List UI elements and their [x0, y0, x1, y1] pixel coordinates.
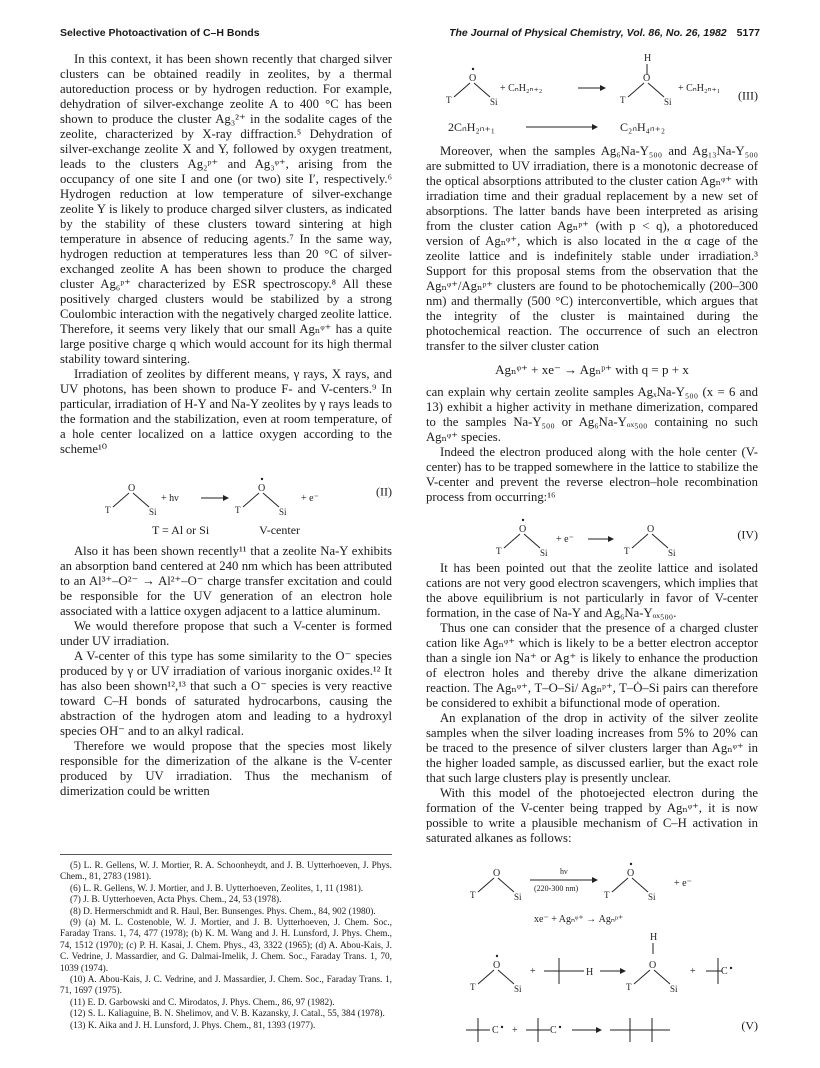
wavelength-range: (220-300 nm) — [534, 884, 579, 893]
svg-text:C: C — [550, 1025, 557, 1036]
svg-text:O: O — [643, 73, 651, 84]
svg-text:H: H — [644, 53, 652, 64]
scheme-label: (II) — [376, 484, 392, 499]
svg-text:T: T — [620, 95, 626, 105]
svg-text:H: H — [586, 967, 594, 978]
svg-text:C: C — [721, 966, 728, 977]
reactant-label: + CₙH₂ₙ₊₂ — [500, 83, 543, 94]
paragraph: Indeed the electron produced along with the hole center (V-center) has to be trapped somewhere in the lattice to stabilize the V-center and prevent the reverse electron–hole recombination process from occurring:¹⁶ — [426, 445, 758, 504]
svg-text:Si: Si — [664, 97, 672, 107]
svg-text:H: H — [650, 932, 658, 943]
product-label: + CₙH₂ₙ₊₁ — [678, 83, 721, 94]
page-number: 5177 — [736, 27, 760, 39]
svg-text:T: T — [235, 505, 241, 515]
paragraph: With this model of the photoejected electron during the formation of the V-center being trapped by Agₙᵠ⁺, it is now possible to write a plausible mechanism of C–H activation in saturated alkanes as follows: — [426, 786, 758, 845]
left-column — [60, 52, 392, 799]
paragraph: can explain why certain zeolite samples AgₓNa-Y₅₀₀ (x = 6 and 13) exhibit a higher activity in methane dimerization, compared to the samples Na-Y₅₀₀ or Ag₆Na-Yₒₓ₅₀₀ containing no such Agₙᵠ⁺ species. — [426, 385, 758, 444]
scheme-iii-structure — [442, 53, 742, 139]
svg-text:Si: Si — [648, 892, 656, 902]
legend-t: T = Al or Si — [151, 523, 210, 537]
scheme-iii — [426, 52, 758, 140]
svg-text:T: T — [470, 982, 476, 992]
reference: (13) K. Aika and J. H. Lunsford, J. Phys. Chem., 81, 1393 (1977). — [70, 1020, 316, 1031]
paragraph: Therefore we would propose that the species most likely responsible for the dimerization of the alkane is the V-center produced by UV irradiation. Thus the mechanism of dimerization could be written — [60, 739, 392, 798]
reference: (10) A. Abou-Kais, J. C. Vedrine, and J. Massardier, J. Chem. Soc., Faraday Trans. 1, 71, 1697 (1975). — [60, 975, 392, 997]
reference: (12) S. L. Kaliaguine, B. N. Shelimov, and V. B. Kazansky, J. Catal., 55, 384 (1978). — [70, 1009, 385, 1020]
journal-citation — [449, 27, 760, 39]
svg-text:Si: Si — [540, 548, 548, 558]
paragraph: Also it has been shown recently¹¹ that a zeolite Na-Y exhibits an absorption band centered at 240 nm which has been attributed to an Al³⁺–O²⁻ → Al²⁺–O⁻ charge transfer excitation and could be responsible for the UV generation of an electron hole associated with a lattice oxygen adjacent to a lattice aluminum. — [60, 544, 392, 618]
scheme-ii-structure — [101, 467, 351, 517]
scheme-ii — [60, 465, 392, 519]
scheme-v — [426, 856, 758, 1052]
paragraph: In this context, it has been shown recently that charged silver clusters can be obtained readily in zeolites, by a thermal autoreduction process or by hydrogen reduction. For example, dehydration of silver-exchange zeolite A to 400 °C has been shown to produce the cluster Ag₃²⁺ in the sodalite cages of the zeolite, characterized by X-ray diffraction.⁵ Dehydration of silver-exchange zeolite X and Y, followed by oxygen treatment, leads to the clusters Ag₂ᵖ⁺ and Ag₃ᵠ⁺, arising from the occupancy of one site I and one (or two) site I′, respectively.⁶ Hydrogen reduction at low temperature of silver-exchange zeolite Y is likely to produce charged silver clusters, as indicated by the stability of these clusters toward sintering at high temperature in absence of reducing agents.⁷ In the same way, hydrogen reduction at temperatures less than 20 °C of silver-exchanged zeolite A has been shown to produce the charged cluster Ag₆ᵖ⁺ characterized by ESR spectroscopy.⁸ All these positively charged clusters would be stabilized by a strong Coulombic interaction with the negatively charged zeolite lattice. Therefore, it seems very likely that our small Agₙᵠ⁺ has a quite large positive charge q which would account for its high thermal stability toward sintering. — [60, 52, 392, 366]
scheme-iii-lower-left: 2CₙH₂ₙ₊₁ — [448, 120, 495, 134]
scheme-iii-lower-right: C₂ₙH₄ₙ₊₂ — [620, 120, 666, 134]
paragraph: It has been pointed out that the zeolite lattice and isolated cations are not very good electron scavengers, which implies that the above equilibrium is not particularly in favor of V-center formation, in the case of Na-Y and Ag₆Na-Yₒₓ₅₀₀. — [426, 561, 758, 620]
svg-text:O: O — [627, 868, 635, 879]
svg-text:C: C — [492, 1025, 499, 1036]
svg-text:Si: Si — [149, 507, 157, 517]
scheme-label: (IV) — [737, 527, 758, 542]
svg-text:Si: Si — [668, 548, 676, 558]
paragraph: Irradiation of zeolites by different means, γ rays, X rays, and UV photons, has been shown to produce F- and V-centers.⁹ In particular, irradiation of H-Y and Na-Y zeolites by γ rays leads to the formation and the stabilization, even at room temperature, of a hole center localized on a lattice oxygen according to the scheme¹⁰ — [60, 367, 392, 456]
svg-text:O: O — [493, 868, 501, 879]
svg-text:Si: Si — [514, 892, 522, 902]
reference: (7) J. B. Uytterhoeven, Acta Phys. Chem., 24, 53 (1978). — [70, 895, 282, 906]
paragraph: A V-center of this type has some similarity to the O⁻ species produced by γ or UV irradiation of various inorganic oxides.¹² It has also been shown¹²,¹³ that such a O⁻ species is very reactive toward C–H bonds of saturated hydrocarbons, causing the abstraction of the hydrogen atom and leading to a hydroxyl species OH⁻ and to an alkyl radical. — [60, 649, 392, 738]
svg-text:T: T — [470, 890, 476, 900]
svg-text:O: O — [519, 524, 527, 535]
electron-label: + e⁻ — [556, 534, 574, 545]
svg-text:Si: Si — [670, 984, 678, 994]
svg-text:Si: Si — [279, 507, 287, 517]
electron-label: + e⁻ — [674, 878, 692, 889]
svg-text:O: O — [647, 524, 655, 535]
svg-text:T: T — [105, 505, 111, 515]
reference: (8) D. Hermerschmidt and R. Haul, Ber. Bunsenges. Phys. Chem., 84, 902 (1980). — [70, 906, 376, 917]
journal-name: The Journal of Physical Chemistry, Vol. 86, No. 26, 1982 — [449, 27, 727, 39]
svg-text:T: T — [626, 982, 632, 992]
references — [60, 854, 392, 1032]
reference: (6) L. R. Gellens, W. J. Mortier, and J. B. Uytterhoeven, Zeolites, 1, 11 (1981). — [70, 883, 364, 894]
reference: (5) L. R. Gellens, W. J. Mortier, R. A. Schoonheydt, and J. B. Uytterhoeven, J. Phys. Chem., 81, 2783 (1981). — [60, 861, 392, 883]
scheme-iv-structure — [492, 514, 692, 556]
running-head: Selective Photoactivation of C–H Bonds — [60, 27, 260, 39]
reference: (9) (a) M. L. Costenoble, W. J. Mortier, and J. B. Uytterhoeven, J. Chem. Soc., Faraday Trans. 1, 74, 477 (1978); (b) K. M. Wang and J. H. Lunsford, J. Phys. Chem., 74, 1512 (1970); (c) P. H. Kasai, J. Chem. Phys., 43, 3322 (1965); (d) A. Abou-Kais, J. C. Vedrine, J. Massardier, and G. Dalmai-Imelik, J. Chem. Soc., Faraday Trans. 1, 70, 1039 (1974). — [60, 918, 392, 974]
electron-transfer-equation: Agₙᵠ⁺ + xe⁻ → Agₙᵖ⁺ with q = p + x — [495, 362, 689, 377]
svg-text:O: O — [128, 483, 136, 494]
paragraph: Moreover, when the samples Ag₆Na-Y₅₀₀ and Ag₁₃Na-Y₅₀₀ are submitted to UV irradiation, there is a monotonic decrease of the optical absorptions attributed to the cluster cation Agₙᵠ⁺ with irradiation time and their gradual replacement by a new set of absorptions. The latter bands have been interpreted as arising from the cluster cation Agₙᵖ⁺ (with p < q), a photoreduced version of Agₙᵠ⁺, which is also located in the α cage of the zeolite lattice and is indefinitely stable under irradiation.³ Support for this proposal stems from the observation that the Agₙᵠ⁺/Agₙᵖ⁺ clusters are found to be photochemically (200–300 nm) and thermally (500 °C) interconvertible, which argues that the integrity of the cluster is maintained during the photochemical reaction. The occurrence of such an electron transfer to the silver cluster cation — [426, 144, 758, 353]
reference: (11) E. D. Garbowski and C. Mirodatos, J. Phys. Chem., 86, 97 (1982). — [70, 997, 335, 1008]
svg-text:Si: Si — [514, 984, 522, 994]
svg-text:T: T — [446, 95, 452, 105]
svg-text:Si: Si — [490, 97, 498, 107]
paragraph: Thus one can consider that the presence of a charged cluster cation like Agₙᵠ⁺ which is likely to be a better electron acceptor than a single ion Na⁺ or Ag⁺ is likely to enhance the production of electron holes and thereby drive the alkane dimerization reaction. The Agₙᵠ⁺, T–O–Si/ Agₙᵖ⁺, T–Ȯ–Si pairs can therefore be considered to exhibit a bifunctional mode of operation. — [426, 621, 758, 710]
svg-text:T: T — [496, 546, 502, 556]
scheme-v-structure — [426, 856, 758, 1052]
paragraph: We would therefore propose that such a V-center is formed under UV irradiation. — [60, 619, 392, 648]
scheme-iv — [426, 513, 758, 557]
svg-text:O: O — [258, 483, 266, 494]
scheme-label: (V) — [741, 1018, 758, 1033]
svg-text:O: O — [493, 960, 501, 971]
legend-vcenter: V-center — [259, 523, 301, 537]
svg-text:O: O — [469, 73, 477, 84]
scheme-ii-legend — [60, 523, 392, 538]
paragraph: An explanation of the drop in activity of the silver zeolite samples when the silver loading increases from 5% to 20% can be traced to the presence of silver clusters larger than Agₙᵠ⁺ in the higher loaded sample, as discussed earlier, but the exact role that such large clusters play is presently unclear. — [426, 711, 758, 785]
scheme-label: (III) — [738, 88, 758, 103]
hv-label: + hν — [161, 493, 179, 504]
hv-label: hν — [560, 867, 568, 876]
electron-capture: xe⁻ + Agₙᵠ⁺ → Agₙᵖ⁺ — [534, 914, 624, 925]
svg-text:T: T — [624, 546, 630, 556]
right-column — [426, 52, 758, 1052]
svg-text:+: + — [530, 966, 536, 977]
electron-label: + e⁻ — [301, 493, 319, 504]
svg-text:+: + — [690, 966, 696, 977]
svg-text:T: T — [604, 890, 610, 900]
svg-text:O: O — [649, 960, 657, 971]
svg-text:+: + — [512, 1025, 518, 1036]
